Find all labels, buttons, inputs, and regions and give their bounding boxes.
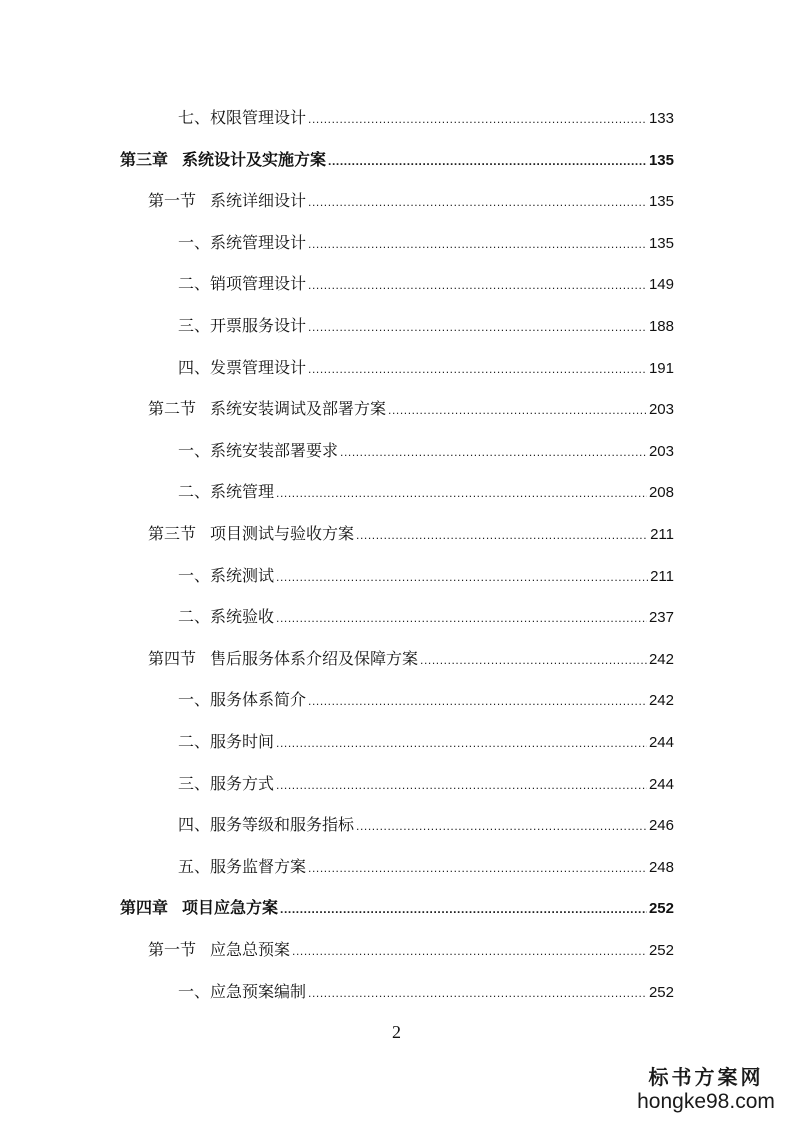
toc-page-number: 135 bbox=[648, 235, 674, 252]
toc-entry[interactable] bbox=[178, 813, 674, 837]
toc-page-number: 252 bbox=[648, 900, 674, 917]
toc-entry[interactable] bbox=[178, 106, 674, 130]
toc-page-number: 208 bbox=[648, 484, 674, 501]
toc-entry-label: 五、服务监督方案 bbox=[178, 857, 307, 876]
toc-entry-title: 售后服务体系介绍及保障方案 bbox=[210, 649, 419, 668]
toc-entry[interactable] bbox=[178, 314, 674, 338]
toc-entry-label: 第三节 bbox=[148, 524, 197, 543]
toc-page-number: 252 bbox=[648, 984, 674, 1001]
toc-entry-label: 一、应急预案编制 bbox=[178, 982, 307, 1001]
toc-leader-dots bbox=[308, 856, 647, 880]
toc-entry-label: 二、系统验收 bbox=[178, 607, 275, 626]
toc-entry-title: 项目测试与验收方案 bbox=[210, 524, 355, 543]
toc-entry-label: 二、销项管理设计 bbox=[178, 274, 307, 293]
watermark-logo bbox=[631, 1064, 781, 1114]
toc-entry-label: 第一节 bbox=[148, 940, 197, 959]
toc-leader-dots bbox=[280, 897, 647, 921]
toc-entry-label: 第四节 bbox=[148, 649, 197, 668]
toc-entry[interactable] bbox=[148, 397, 674, 421]
toc-entry[interactable] bbox=[178, 688, 674, 712]
toc-entry[interactable] bbox=[178, 855, 674, 879]
toc-entry[interactable] bbox=[178, 772, 674, 796]
toc-page-number: 203 bbox=[648, 401, 674, 418]
toc-leader-dots bbox=[276, 565, 648, 589]
toc-entry[interactable] bbox=[178, 730, 674, 754]
toc-entry-label: 第二节 bbox=[148, 399, 197, 418]
toc-entry[interactable] bbox=[148, 189, 674, 213]
toc-entry-title: 系统设计及实施方案 bbox=[182, 150, 327, 169]
toc-entry-label: 第一节 bbox=[148, 191, 197, 210]
toc-entry-label: 第四章 bbox=[120, 898, 169, 917]
watermark-text-en: hongke98.com bbox=[637, 1090, 775, 1113]
toc-leader-dots bbox=[276, 773, 647, 797]
toc-entry-label: 一、系统测试 bbox=[178, 566, 275, 585]
toc-leader-dots bbox=[308, 232, 647, 256]
toc-page-number: 252 bbox=[648, 942, 674, 959]
toc-page-number: 203 bbox=[648, 443, 674, 460]
toc-leader-dots bbox=[420, 648, 647, 672]
toc-page-number: 211 bbox=[650, 526, 674, 543]
toc-leader-dots bbox=[308, 190, 647, 214]
toc-entry[interactable] bbox=[178, 980, 674, 1004]
toc-leader-dots bbox=[308, 981, 647, 1005]
toc-page-number: 211 bbox=[650, 568, 674, 585]
toc-entry-label: 二、系统管理 bbox=[178, 482, 275, 501]
toc-entry-label: 第三章 bbox=[120, 150, 169, 169]
toc-page-number: 191 bbox=[648, 360, 674, 377]
toc-page-number: 133 bbox=[648, 110, 674, 127]
toc-page-number: 242 bbox=[648, 692, 674, 709]
toc-entry-label: 三、开票服务设计 bbox=[178, 316, 307, 335]
toc-leader-dots bbox=[276, 481, 647, 505]
toc-page-number: 135 bbox=[648, 193, 674, 210]
toc-page-number: 244 bbox=[648, 776, 674, 793]
toc-page-number: 246 bbox=[648, 817, 674, 834]
toc-entry-title: 系统详细设计 bbox=[210, 191, 307, 210]
toc-entry[interactable] bbox=[178, 272, 674, 296]
toc-leader-dots bbox=[308, 107, 647, 131]
page-number: 2 bbox=[392, 1022, 401, 1042]
toc-entry[interactable] bbox=[178, 231, 674, 255]
toc-leader-dots bbox=[276, 606, 647, 630]
toc-entry-label: 四、发票管理设计 bbox=[178, 358, 307, 377]
toc-leader-dots bbox=[356, 523, 648, 547]
toc-leader-dots bbox=[276, 731, 647, 755]
toc-page-number: 135 bbox=[648, 152, 674, 169]
toc-page-number: 188 bbox=[648, 318, 674, 335]
toc-entry-title: 应急总预案 bbox=[210, 940, 291, 959]
toc-leader-dots bbox=[308, 689, 647, 713]
toc-entry-label: 三、服务方式 bbox=[178, 774, 275, 793]
toc-leader-dots bbox=[356, 814, 647, 838]
toc-entry[interactable] bbox=[148, 522, 674, 546]
toc-entry[interactable] bbox=[178, 605, 674, 629]
toc-entry-title: 项目应急方案 bbox=[182, 898, 279, 917]
toc-page-number: 244 bbox=[648, 734, 674, 751]
watermark-text-cn: 标书方案网 bbox=[648, 1065, 764, 1089]
toc-entry-label: 一、服务体系简介 bbox=[178, 690, 307, 709]
toc-leader-dots bbox=[308, 357, 647, 381]
toc-leader-dots bbox=[308, 273, 647, 297]
toc-entry-label: 二、服务时间 bbox=[178, 732, 275, 751]
toc-entry-label: 一、系统安装部署要求 bbox=[178, 441, 339, 460]
toc-leader-dots bbox=[308, 315, 647, 339]
toc-leader-dots bbox=[340, 440, 647, 464]
toc-entry-label: 四、服务等级和服务指标 bbox=[178, 815, 355, 834]
toc-entry[interactable] bbox=[148, 647, 674, 671]
toc-entry-title: 系统安装调试及部署方案 bbox=[210, 399, 387, 418]
toc-entry[interactable] bbox=[178, 356, 674, 380]
toc-entry[interactable] bbox=[178, 439, 674, 463]
toc-entry[interactable] bbox=[178, 564, 674, 588]
toc-entry[interactable] bbox=[178, 480, 674, 504]
toc-page-number: 248 bbox=[648, 859, 674, 876]
toc-entry-label: 一、系统管理设计 bbox=[178, 233, 307, 252]
toc-entry[interactable] bbox=[120, 896, 674, 920]
toc-page-number: 149 bbox=[648, 276, 674, 293]
toc-entry[interactable] bbox=[120, 148, 674, 172]
toc-page-number: 242 bbox=[648, 651, 674, 668]
toc-page-number: 237 bbox=[648, 609, 674, 626]
toc-entry[interactable] bbox=[148, 938, 674, 962]
toc-leader-dots bbox=[292, 939, 647, 963]
toc-leader-dots bbox=[328, 149, 647, 173]
toc-entry-label: 七、权限管理设计 bbox=[178, 108, 307, 127]
toc-leader-dots bbox=[388, 398, 647, 422]
